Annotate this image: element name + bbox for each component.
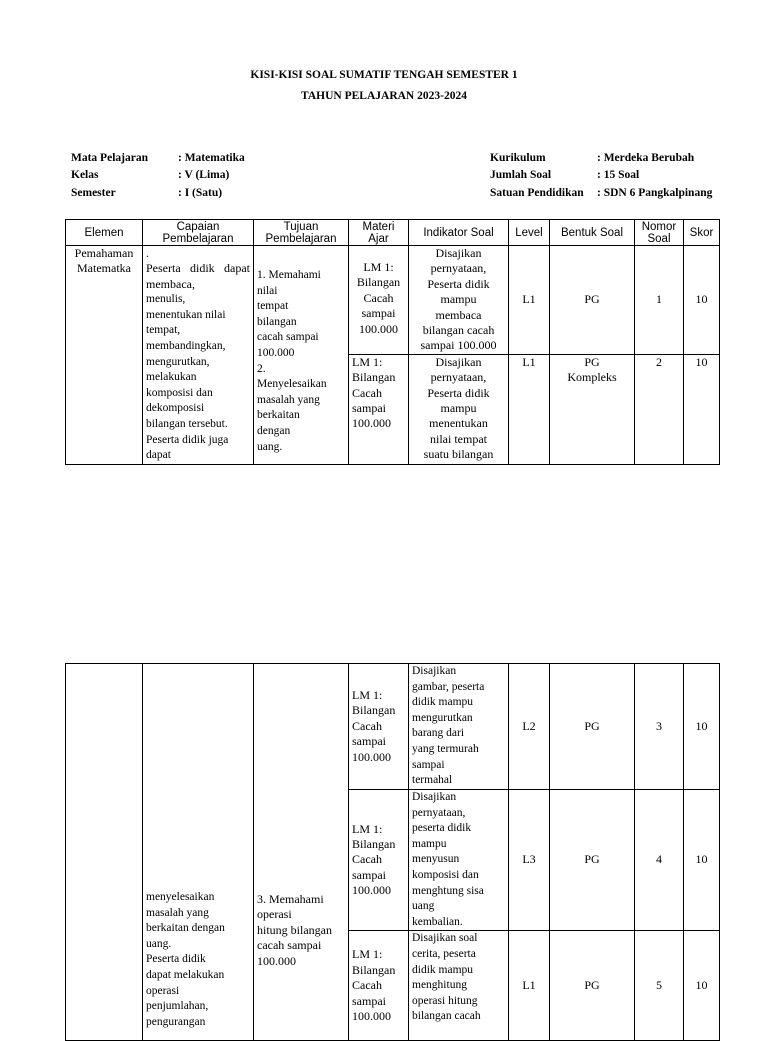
nomor-cell: 2 xyxy=(635,354,684,464)
info-label: Satuan Pendidikan xyxy=(490,186,584,199)
info-right xyxy=(488,149,714,203)
skor-cell: 10 xyxy=(684,790,720,931)
indikator-cell: Disajikan soal cerita, peserta didik mampu menghitung operasi hitung bilangan cacah xyxy=(409,931,509,1041)
level-cell: L2 xyxy=(509,664,550,790)
bentuk-cell: PG xyxy=(550,246,635,355)
level-cell: L1 xyxy=(509,931,550,1041)
skor-cell: 10 xyxy=(684,931,720,1041)
kisi-table-1 xyxy=(65,219,720,465)
nomor-cell: 5 xyxy=(635,931,684,1041)
capaian-text: menulis, menentukan nilai tempat, membandingkan, mengurutkan, melakukan komposisi dan dekomposisi bilangan tersebut. Peserta didik juga dapat xyxy=(146,293,229,462)
bentuk-cell: PG Kompleks xyxy=(550,354,635,464)
skor-cell: 10 xyxy=(684,354,720,464)
indikator-cell: Disajikan pernyataan, peserta didik mampu menyusun komposisi dan menghtung sisa uang kembalian. xyxy=(409,790,509,931)
info-label: Kelas xyxy=(71,169,99,182)
table-row xyxy=(66,664,720,790)
bentuk-cell: PG xyxy=(550,931,635,1041)
info-value: : Merdeka Berubah xyxy=(597,152,695,164)
document-subtitle: TAHUN PELAJARAN 2023-2024 xyxy=(301,90,467,102)
capaian-dot: . xyxy=(146,246,149,260)
materi-cell: LM 1: Bilangan Cacah sampai 100.000 xyxy=(349,354,409,464)
info-value: : 15 Soal xyxy=(597,169,640,182)
col-header: Indikator Soal xyxy=(409,220,509,246)
table-row xyxy=(66,246,720,355)
col-header: Skor xyxy=(684,220,720,246)
indikator-cell: Disajikan pernyataan, Peserta didik mampu membaca bilangan cacah sampai 100.000 xyxy=(409,246,509,355)
nomor-cell: 3 xyxy=(635,664,684,790)
skor-cell: 10 xyxy=(684,664,720,790)
indikator-cell: Disajikan pernyataan, Peserta didik mampu menentukan nilai tempat suatu bilangan xyxy=(409,354,509,464)
materi-cell: LM 1: Bilangan Cacah sampai 100.000 xyxy=(349,664,409,790)
info-value: : V (Lima) xyxy=(178,169,230,182)
info-label: Jumlah Soal xyxy=(490,169,552,182)
tujuan-cell: 3. Memahami operasi hitung bilangan cacah sampai 100.000 xyxy=(254,664,349,1041)
col-header: Elemen xyxy=(66,220,143,246)
elemen-cell: Pemahaman Matematka xyxy=(66,246,143,465)
info-label: Mata Pelajaran xyxy=(71,152,148,164)
col-header: Capaian Pembelajaran xyxy=(143,220,254,246)
capaian-cell: menyelesaikan masalah yang berkaitan dengan uang. Peserta didik dapat melakukan operasi penjumlahan, pengurangan xyxy=(143,664,254,1041)
document-title: KISI-KISI SOAL SUMATIF TENGAH SEMESTER 1 xyxy=(250,69,518,81)
bentuk-cell: PG xyxy=(550,664,635,790)
materi-cell: LM 1: Bilangan Cacah sampai 100.000 xyxy=(349,246,409,355)
materi-cell: LM 1: Bilangan Cacah sampai 100.000 xyxy=(349,790,409,931)
col-header: Tujuan Pembelajaran xyxy=(254,220,349,246)
nomor-cell: 4 xyxy=(635,790,684,931)
table-header-row xyxy=(66,220,720,246)
info-value: : I (Satu) xyxy=(178,186,223,199)
tujuan-cell: 1. Memahami nilai tempat bilangan cacah sampai 100.000 2. Menyelesaikan masalah yang berkaitan dengan uang. xyxy=(254,246,349,465)
capaian-cell xyxy=(143,246,254,465)
indikator-cell: Disajikan gambar, peserta didik mampu mengurutkan barang dari yang termurah sampai termahal xyxy=(409,664,509,790)
col-header: Materi Ajar xyxy=(349,220,409,246)
skor-cell: 10 xyxy=(684,246,720,355)
materi-cell: LM 1: Bilangan Cacah sampai 100.000 xyxy=(349,931,409,1041)
info-value: : SDN 6 Pangkalpinang xyxy=(597,186,713,199)
level-cell: L3 xyxy=(509,790,550,931)
info-value: : Matematika xyxy=(178,152,245,164)
info-label: Semester xyxy=(71,186,116,199)
col-header: Bentuk Soal xyxy=(550,220,635,246)
level-cell: L1 xyxy=(509,246,550,355)
capaian-intro: Peserta didik dapat membaca, xyxy=(146,261,250,291)
elemen-cell xyxy=(66,664,143,1041)
nomor-cell: 1 xyxy=(635,246,684,355)
bentuk-cell: PG xyxy=(550,790,635,931)
col-header: Level xyxy=(509,220,550,246)
level-cell: L1 xyxy=(509,354,550,464)
info-label: Kurikulum xyxy=(490,152,546,164)
kisi-table-2 xyxy=(65,663,720,1041)
col-header: Nomor Soal xyxy=(635,220,684,246)
info-left xyxy=(69,149,247,203)
